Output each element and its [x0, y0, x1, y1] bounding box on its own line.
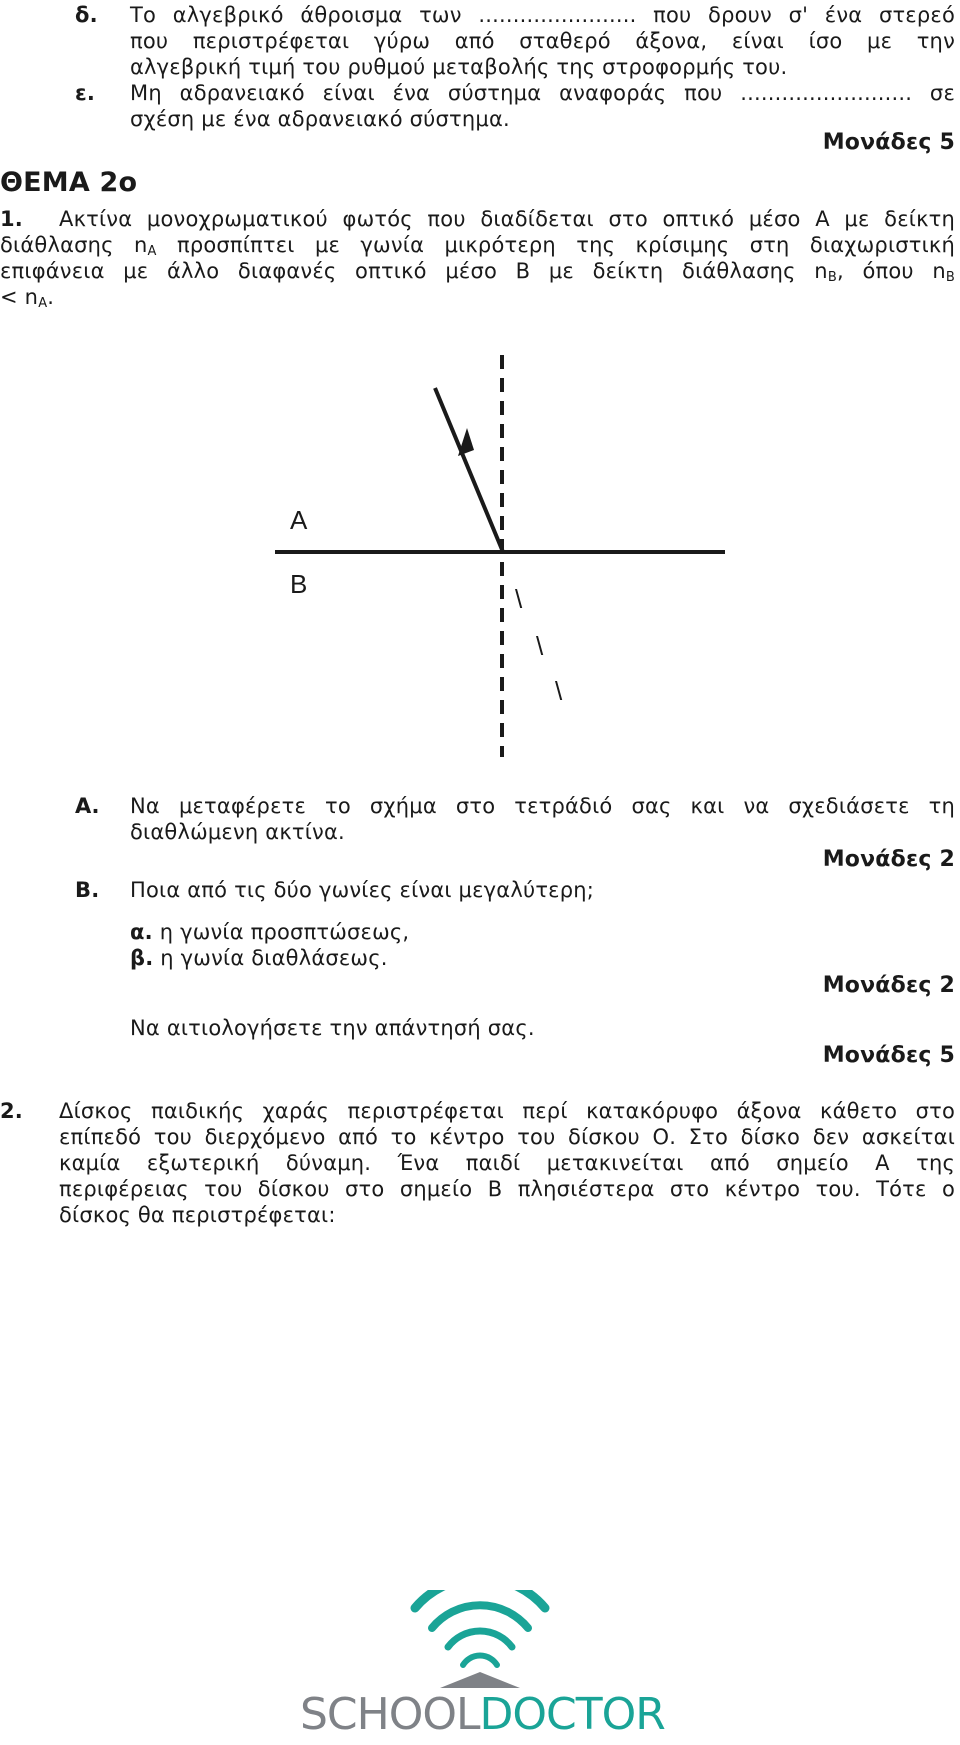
section-title: ΘΕΜΑ 2ο: [0, 167, 138, 198]
refraction-diagram-svg: [230, 355, 750, 765]
extension-dash-1: \: [515, 584, 523, 614]
medium-a-label: A: [290, 505, 308, 535]
item-e-line-1: Μη αδρανειακό είναι ένα σύστημα αναφοράς που ......................... σε: [130, 81, 955, 105]
question-1-line-4: < $n_A$.: [0, 285, 55, 311]
extension-dash-2: \: [536, 631, 544, 661]
sub-question-a-label: Α.: [75, 794, 100, 818]
question-1-line-3: επιφάνεια με άλλο διαφανές οπτικό μέσο Β με δείκτη διάθλασης $n_B$, όπου $n_B$: [0, 259, 955, 285]
question-2-line-4: περιφέρειας του δίσκου στο σημείο Β πλησιέστερα στο κέντρο του. Τότε ο: [59, 1177, 955, 1201]
option-b: β. η γωνία διαθλάσεως.: [130, 946, 388, 970]
marks-label: Μονάδες 5: [822, 1043, 955, 1068]
sub-question-a-line-1: Να μεταφέρετε το σχήμα στο τετράδιό σας και να σχεδιάσετε τη: [130, 794, 955, 818]
item-e-line-2: σχέση με ένα αδρανειακό σύστημα.: [130, 107, 510, 131]
item-d-line-3: αλγεβρική τιμή του ρυθμού μεταβολής της στροφορμής του.: [130, 55, 788, 79]
wifi-arcs-icon: [300, 1590, 660, 1690]
logo-wordmark: SCHOOLDOCTOR: [300, 1689, 665, 1740]
question-2-label: 2.: [0, 1099, 23, 1123]
question-2-line-1: Δίσκος παιδικής χαράς περιστρέφεται περί κατακόρυφο άξονα κάθετο στο: [59, 1099, 955, 1123]
question-2-line-5: δίσκος θα περιστρέφεται:: [59, 1203, 336, 1227]
question-1-line-2: διάθλασης $n_A$ προσπίπτει με γωνία μικρότερη της κρίσιμης στη διαχωριστική: [0, 233, 956, 259]
schooldoctor-logo: [300, 1590, 665, 1745]
sub-question-b-text: Ποια από τις δύο γωνίες είναι μεγαλύτερη;: [130, 878, 595, 902]
incident-ray-arrow-icon: [458, 428, 474, 456]
question-1-line-1: Ακτίνα μονοχρωματικού φωτός που διαδίδεται στο οπτικό μέσο Α με δείκτη: [59, 207, 955, 231]
incident-ray: [435, 388, 503, 552]
marks-label: Μονάδες 2: [822, 973, 955, 998]
justify-instruction: Να αιτιολογήσετε την απάντησή σας.: [130, 1016, 535, 1040]
marks-label: Μονάδες 5: [822, 130, 955, 155]
medium-b-label: B: [290, 569, 308, 599]
sub-question-a-line-2: διαθλώμενη ακτίνα.: [130, 820, 345, 844]
item-d-label: δ.: [75, 3, 98, 27]
sub-question-b-label: Β.: [75, 878, 100, 902]
question-1-label: 1.: [0, 207, 23, 231]
item-d-line-2: που περιστρέφεται γύρω από σταθερό άξονα, είναι ίσο με την: [130, 29, 955, 53]
extension-dash-3: \: [555, 676, 563, 706]
marks-label: Μονάδες 2: [822, 847, 955, 872]
option-a: α. η γωνία προσπτώσεως,: [130, 920, 410, 944]
item-e-label: ε.: [75, 81, 96, 105]
item-d-line-1: Το αλγεβρικό άθροισμα των ....................... που δρουν σ' ένα στερεό: [130, 3, 955, 27]
question-2-line-3: καμία εξωτερική δύναμη. Ένα παιδί μετακινείται από σημείο Α της: [59, 1151, 955, 1175]
refraction-diagram: [230, 355, 750, 765]
question-2-line-2: επίπεδό του διερχόμενο από το κέντρο του δίσκου Ο. Στο δίσκο δεν ασκείται: [59, 1125, 955, 1149]
